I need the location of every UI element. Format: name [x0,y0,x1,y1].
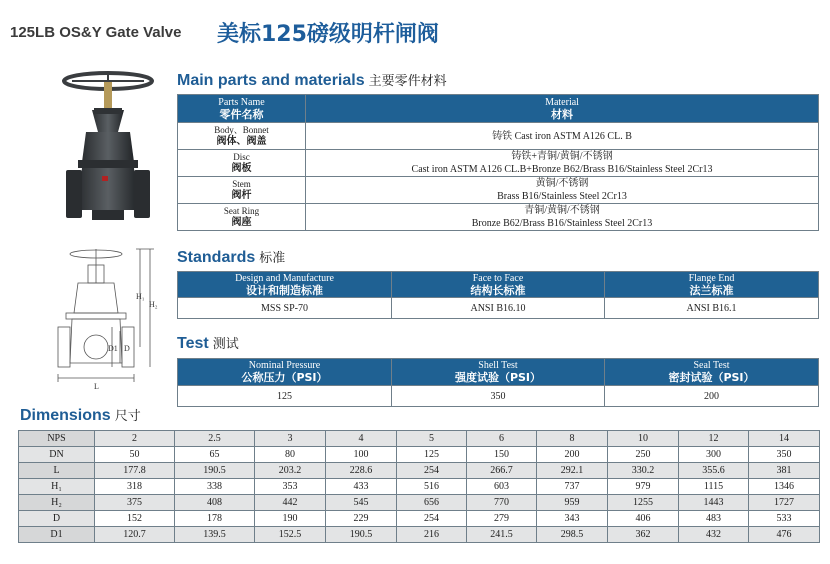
dimension-value-cell: 343 [537,511,608,527]
dimension-value-cell: 125 [397,447,467,463]
dimension-row [19,479,820,495]
dimension-value-cell: 375 [95,495,175,511]
standards-header-face: Face to Face 结构长标准 [392,272,605,298]
dimension-value-cell: 1727 [749,495,820,511]
h2-label: H₂ [149,300,158,309]
table-row [178,386,819,407]
standards-title-cn: 标准 [259,251,286,266]
materials-header-material: Material 材料 [306,95,819,123]
standards-value: ANSI B16.10 [392,298,605,319]
dimension-value-cell: 533 [749,511,820,527]
dimension-value-cell: 241.5 [467,527,537,543]
title-chinese: 美标125磅级明杆闸阀 [217,22,439,47]
dimension-value-cell: 476 [749,527,820,543]
materials-header-part: Parts Name 零件名称 [178,95,306,123]
dimension-value-cell: 408 [175,495,255,511]
dimension-value-cell: 442 [255,495,326,511]
dimension-value-cell: 14 [749,431,820,447]
dimension-value-cell: 353 [255,479,326,495]
dimension-row [19,431,820,447]
dimension-value-cell: 2.5 [175,431,255,447]
dimension-label-cell: D [19,511,95,527]
standards-header-design: Design and Manufacture 设计和制造标准 [178,272,392,298]
dimension-value-cell: 516 [397,479,467,495]
dimension-row [19,527,820,543]
dimension-value-cell: 229 [326,511,397,527]
table-row [178,123,819,150]
dimension-value-cell: 1346 [749,479,820,495]
dimension-value-cell: 959 [537,495,608,511]
dimension-value-cell: 200 [537,447,608,463]
part-cell: Disc 阀板 [178,150,306,177]
materials-section-title [177,70,447,90]
test-value: 350 [392,386,605,407]
dimension-value-cell: 177.8 [95,463,175,479]
dimension-label-cell: D1 [19,527,95,543]
dimension-value-cell: 1443 [679,495,749,511]
test-header-nominal: Nominal Pressure 公称压力（PSI） [178,359,392,386]
dimensions-table [18,430,820,543]
material-cell: 青铜/黄铜/不锈钢 Bronze B62/Brass B16/Stainless Steel 2Cr13 [306,204,819,231]
standards-value: ANSI B16.1 [605,298,819,319]
dimension-value-cell: 3 [255,431,326,447]
dimension-value-cell: 65 [175,447,255,463]
dimension-value-cell: 338 [175,479,255,495]
dimension-value-cell: 318 [95,479,175,495]
dimension-value-cell: 432 [679,527,749,543]
standards-table [177,271,819,319]
dimension-value-cell: 279 [467,511,537,527]
d1-label: D1 [108,344,118,353]
dimension-value-cell: 483 [679,511,749,527]
standards-header-flange: Flange End 法兰标准 [605,272,819,298]
test-section-title [177,333,239,353]
dimension-value-cell: 190 [255,511,326,527]
dimension-value-cell: 152.5 [255,527,326,543]
dimension-value-cell: 1255 [608,495,679,511]
dimension-value-cell: 254 [397,463,467,479]
dimension-label-cell: DN [19,447,95,463]
table-row [178,177,819,204]
dimension-value-cell: 8 [537,431,608,447]
dimension-value-cell: 139.5 [175,527,255,543]
dimension-value-cell: 12 [679,431,749,447]
dimension-value-cell: 5 [397,431,467,447]
dimension-row [19,495,820,511]
dimension-value-cell: 152 [95,511,175,527]
test-value: 125 [178,386,392,407]
dimension-value-cell: 228.6 [326,463,397,479]
dimension-value-cell: 120.7 [95,527,175,543]
part-cell: Body、Bonnet 阀体、阀盖 [178,123,306,150]
dimension-label-cell: H₂ [19,495,95,511]
standards-section-title [177,247,285,267]
l-label: L [94,382,99,391]
part-cell: Seat Ring 阀座 [178,204,306,231]
dimension-value-cell: 362 [608,527,679,543]
dimension-value-cell: 250 [608,447,679,463]
dimension-value-cell: 298.5 [537,527,608,543]
material-cell: 铸铁+青铜/黄铜/不锈钢 Cast iron ASTM A126 CL.B+Bronze B62/Brass B16/Stainless Steel 2Cr13 [306,150,819,177]
title-english: 125LB OS&Y Gate Valve [10,24,182,41]
dimension-value-cell: 80 [255,447,326,463]
dimension-value-cell: 603 [467,479,537,495]
d-label: D [124,344,130,353]
table-row [178,150,819,177]
test-table [177,358,819,407]
dimension-label-cell: L [19,463,95,479]
dimension-value-cell: 770 [467,495,537,511]
gate-valve-drawing [52,243,167,408]
materials-title-en: Main parts and materials [177,72,365,89]
dimension-value-cell: 300 [679,447,749,463]
test-header-shell: Shell Test 强度试验（PSI） [392,359,605,386]
gate-valve-photo [52,70,164,230]
dimension-value-cell: 545 [326,495,397,511]
dimension-row [19,463,820,479]
dimension-value-cell: 50 [95,447,175,463]
materials-table [177,94,819,231]
test-title-en: Test [177,335,209,352]
test-title-cn: 测试 [212,337,239,352]
dimensions-title-en: Dimensions [20,407,111,424]
dimension-value-cell: 4 [326,431,397,447]
dimension-value-cell: 6 [467,431,537,447]
dimension-label-cell: H₁ [19,479,95,495]
dimension-value-cell: 330.2 [608,463,679,479]
materials-title-cn: 主要零件材料 [368,74,447,89]
dimension-label-cell: NPS [19,431,95,447]
dimension-value-cell: 10 [608,431,679,447]
dimension-value-cell: 150 [467,447,537,463]
dimension-value-cell: 737 [537,479,608,495]
dimension-value-cell: 381 [749,463,820,479]
dimension-value-cell: 216 [397,527,467,543]
h1-label: H₁ [136,292,145,301]
table-row [178,204,819,231]
dimension-value-cell: 178 [175,511,255,527]
dimension-value-cell: 100 [326,447,397,463]
dimension-value-cell: 190.5 [175,463,255,479]
dimension-value-cell: 254 [397,511,467,527]
test-header-seal: Seal Test 密封试验（PSI） [605,359,819,386]
dimension-value-cell: 292.1 [537,463,608,479]
dimension-value-cell: 2 [95,431,175,447]
dimension-value-cell: 433 [326,479,397,495]
dimensions-title-cn: 尺寸 [114,409,141,424]
dimension-value-cell: 190.5 [326,527,397,543]
test-value: 200 [605,386,819,407]
dimension-value-cell: 1115 [679,479,749,495]
standards-value: MSS SP-70 [178,298,392,319]
dimension-value-cell: 656 [397,495,467,511]
material-cell: 黄铜/不锈钢 Brass B16/Stainless Steel 2Cr13 [306,177,819,204]
dimension-value-cell: 406 [608,511,679,527]
dimension-value-cell: 979 [608,479,679,495]
part-cell: Stem 阀杆 [178,177,306,204]
dimension-row [19,511,820,527]
dimensions-section-title [20,405,141,425]
table-row [178,298,819,319]
dimension-value-cell: 350 [749,447,820,463]
material-cell: 铸铁 Cast iron ASTM A126 CL. B [306,123,819,150]
standards-title-en: Standards [177,249,256,266]
dimension-value-cell: 266.7 [467,463,537,479]
dimension-row [19,447,820,463]
dimension-value-cell: 355.6 [679,463,749,479]
dimension-value-cell: 203.2 [255,463,326,479]
